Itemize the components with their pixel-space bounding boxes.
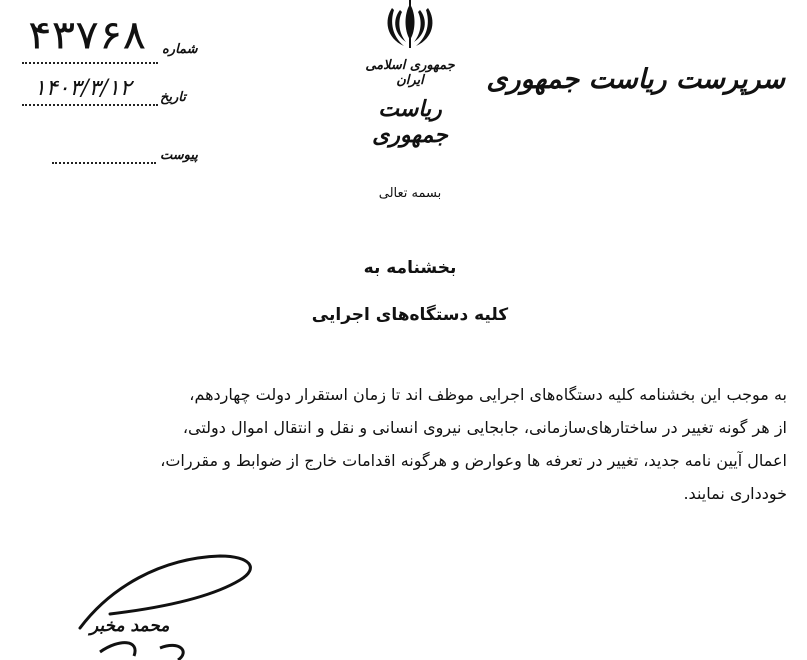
letter-body bbox=[47, 378, 787, 510]
attachment-dotted-line bbox=[52, 162, 156, 164]
letter-date: ۱۴۰۳/۳/۱۲ bbox=[34, 76, 132, 101]
letter-number: ۴۳۷۶۸ bbox=[28, 12, 147, 59]
signature-scribble bbox=[70, 548, 270, 660]
presidency-name: ریاست جمهوری bbox=[372, 96, 448, 148]
office-title: سرپرست ریاست جمهوری bbox=[486, 64, 785, 95]
date-label: تاریخ bbox=[160, 90, 186, 105]
number-dotted-line bbox=[22, 62, 158, 64]
emblem-icon bbox=[382, 0, 438, 52]
date-dotted-line bbox=[22, 104, 158, 106]
signatory-name: محمد مخبر bbox=[90, 616, 170, 636]
circular-heading: بخشنامه به bbox=[363, 258, 457, 278]
country-name: جمهوری اسلامی ایران bbox=[365, 58, 455, 88]
body-line: خودداری نمایند. bbox=[683, 484, 787, 503]
body-line: از هر گونه تغییر در ساختارهای‌سازمانی، جابجایی نیروی انسانی و نقل و انتقال اموال دولتی، bbox=[182, 418, 787, 437]
number-label: شماره bbox=[162, 42, 198, 57]
recipients-heading: کلیه دستگاه‌های اجرایی bbox=[311, 305, 509, 325]
body-line: اعمال آیین نامه جدید، تغییر در تعرفه ها وعوارض و هرگونه اقدامات خارج از ضوابط و مقررات، bbox=[160, 451, 787, 470]
body-line: به موجب این بخشنامه کلیه دستگاه‌های اجرایی موظف اند تا زمان استقرار دولت چهاردهم، bbox=[189, 385, 787, 404]
attachment-label: پیوست bbox=[160, 148, 198, 163]
basmala: بسمه تعالی bbox=[378, 186, 442, 201]
